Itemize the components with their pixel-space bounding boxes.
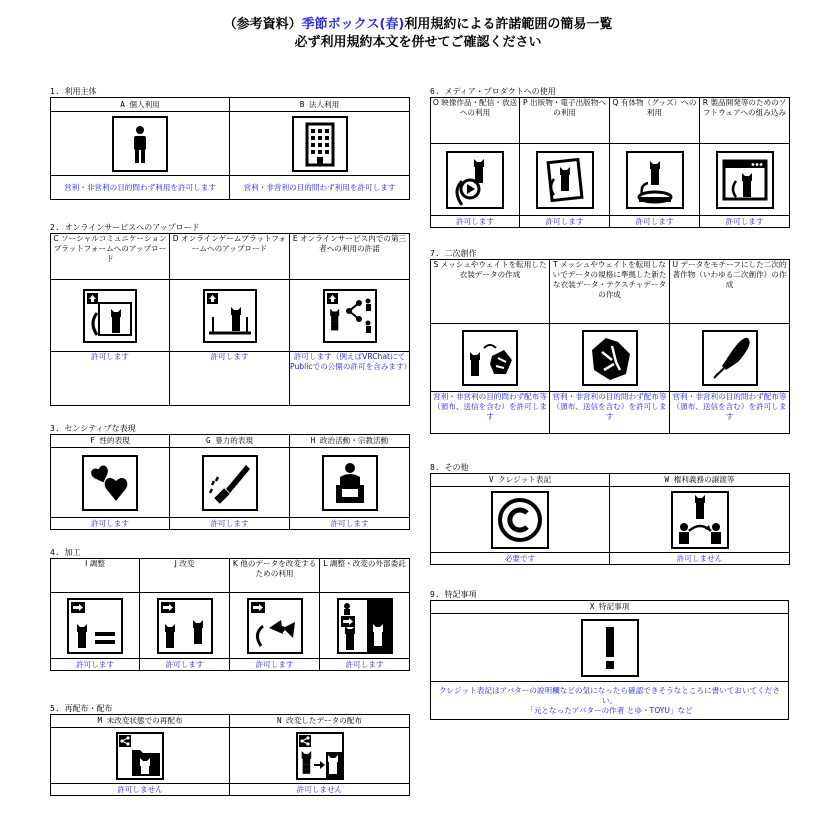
item-icon-cell-f: [51, 448, 170, 518]
item-icon-cell-w: [610, 487, 790, 553]
section-title: 7. 二次創作: [430, 249, 477, 258]
item-permission-a: 営利・非営利の目的問わず利用を許可します: [51, 176, 230, 200]
item-label-a: A 個人利用: [51, 98, 230, 112]
outsource-icon: [337, 598, 393, 654]
item-label-e: E オンラインサービス内での第三者への利用の許諾: [290, 234, 410, 280]
section-sensitive-expression: [50, 423, 410, 530]
item-label-p: P 出版物・電子出版物への利用: [520, 98, 610, 144]
item-label-c: C ソーシャルコミュニケーションプラットフォームへのアップロード: [51, 234, 170, 280]
item-label-f: F 性的表現: [51, 435, 170, 448]
person-icon: [112, 116, 168, 172]
title-accent: 季節ボックス(春): [301, 17, 405, 32]
item-permission-h: 許可します: [290, 518, 410, 530]
section-special-notes: [430, 589, 789, 720]
section-media-product: [430, 86, 790, 228]
podium-icon: [322, 455, 378, 511]
item-permission-n: 許可しません: [230, 784, 410, 796]
item-permission-d: 許可します: [170, 352, 290, 406]
item-permission-b: 営利・非営利の目的問わず利用を許可します: [230, 176, 410, 200]
title-suffix: 利用規約による許諾範囲の簡易一覧: [404, 17, 613, 32]
section-processing: [50, 547, 410, 671]
upload-avatar-icon: [83, 289, 137, 343]
figure-icon: [626, 151, 684, 209]
item-label-w: W 権利義務の譲渡等: [610, 474, 790, 487]
item-icon-cell-g: [170, 448, 290, 518]
item-permission-q: 許可します: [610, 216, 700, 228]
item-label-b: B 法人利用: [230, 98, 410, 112]
item-icon-cell-d: [170, 280, 290, 352]
item-icon-cell-l: [320, 593, 410, 659]
new-costume-icon: [582, 330, 638, 386]
pen-icon: [702, 330, 758, 386]
section-title: 8. その他: [430, 463, 469, 472]
section-derivative-works: [430, 248, 790, 434]
item-label-o: O 映像作品・配信・放送への利用: [431, 98, 520, 144]
section-title: 9. 特記事項: [430, 590, 477, 599]
item-permission-t: 営利・非営利の目的問わず配布等（頒布、送信を含む）を許可します: [550, 392, 670, 434]
item-permission-r: 許可します: [700, 216, 790, 228]
item-icon-cell-v: [431, 487, 610, 553]
item-permission-i: 許可します: [51, 659, 140, 671]
item-permission-o: 許可します: [431, 216, 520, 228]
software-icon: [716, 151, 774, 209]
item-icon-cell-p: [520, 144, 610, 216]
note-line: 「元となったアバターの作者 とゆ・TOYU」など: [526, 705, 693, 715]
item-permission-p: 許可します: [520, 216, 610, 228]
share-people-icon: [323, 289, 377, 343]
item-icon-cell-u: [670, 324, 790, 392]
video-icon: [446, 151, 504, 209]
page-title-line2: 必ず利用規約本文を併せてご確認ください: [294, 35, 542, 50]
building-icon: [292, 116, 348, 172]
item-icon-cell-e: [290, 280, 410, 352]
item-label-k: K 他のデータを改変するための利用: [230, 559, 320, 593]
item-label-d: D オンラインゲームプラットフォームへのアップロード: [170, 234, 290, 280]
item-icon-cell-t: [550, 324, 670, 392]
item-label-q: Q 有体物（グッズ）への利用: [610, 98, 700, 144]
adjust-icon: [67, 598, 123, 654]
item-icon-cell-m: [51, 728, 230, 784]
section-title: 4. 加工: [50, 548, 81, 557]
note-line: クレジット表記はアバターの説明欄などの気になったら確認できそうなところに書いておいてください。: [439, 685, 780, 705]
section-title: 2. オンラインサービスへのアップロード: [50, 223, 200, 232]
item-permission-u: 営利・非営利の目的問わず配布等（頒布、送信を含む）を許可します: [670, 392, 790, 434]
item-label-m: M 未改変状態での再配布: [51, 715, 230, 728]
item-icon-cell-q: [610, 144, 700, 216]
item-icon-cell-i: [51, 593, 140, 659]
item-permission-j: 許可します: [140, 659, 230, 671]
item-icon-cell-x: [431, 614, 789, 682]
item-label-i: I 調整: [51, 559, 140, 593]
item-icon-cell-b: [230, 112, 410, 176]
copyright-icon: [491, 491, 549, 549]
costume-icon: [462, 330, 518, 386]
transfer-icon: [671, 491, 729, 549]
ribbon-icon: [247, 598, 303, 654]
page-title-line1: [0, 13, 836, 32]
item-permission-e: 許可します（例えばVRChatにてPublicでの公開の許可を含みます）: [290, 352, 410, 406]
knife-icon: [202, 455, 258, 511]
publication-icon: [536, 151, 594, 209]
item-label-s: S メッシュやウェイトを転用した衣装データの作成: [431, 260, 550, 324]
section-online-upload: [50, 222, 410, 406]
item-icon-cell-o: [431, 144, 520, 216]
upload-desk-icon: [203, 289, 257, 343]
share-modified-icon: [296, 732, 344, 780]
item-icon-cell-c: [51, 280, 170, 352]
item-permission-s: 営利・非営利の目的問わず配布等（頒布、送信を含む）を許可します: [431, 392, 550, 434]
section-usage-subject: [50, 86, 410, 200]
item-icon-cell-a: [51, 112, 230, 176]
section-other: [430, 462, 790, 565]
section-redistribution: [50, 703, 410, 796]
section-title: 1. 利用主体: [50, 87, 97, 96]
item-label-g: G 暴力的表現: [170, 435, 290, 448]
item-permission-v: 必要です: [431, 553, 610, 565]
item-permission-c: 許可します: [51, 352, 170, 406]
item-icon-cell-j: [140, 593, 230, 659]
item-permission-k: 許可します: [230, 659, 320, 671]
item-label-l: L 調整・改変の外部委託: [320, 559, 410, 593]
section-title: 5. 再配布・配布: [50, 704, 113, 713]
item-icon-cell-h: [290, 448, 410, 518]
item-icon-cell-n: [230, 728, 410, 784]
exclamation-icon: [581, 619, 639, 677]
item-permission-f: 許可します: [51, 518, 170, 530]
share-folder-icon: [116, 732, 164, 780]
title-prefix: （参考資料）: [223, 17, 302, 32]
item-icon-cell-k: [230, 593, 320, 659]
item-permission-w: 許可しません: [610, 553, 790, 565]
item-label-j: J 改変: [140, 559, 230, 593]
item-label-r: R 製品開発等のためのソフトウェアへの組み込み: [700, 98, 790, 144]
item-label-h: H 政治活動・宗教活動: [290, 435, 410, 448]
item-label-n: N 改変したデータの配布: [230, 715, 410, 728]
item-permission-l: 許可します: [320, 659, 410, 671]
item-icon-cell-s: [431, 324, 550, 392]
special-notes-text: [431, 682, 789, 720]
item-label-u: U データをモチーフにした二次的著作物（いわゆる二次創作）の作成: [670, 260, 790, 324]
modify-icon: [157, 598, 213, 654]
item-permission-m: 許可しません: [51, 784, 230, 796]
section-title: 3. センシティブな表現: [50, 424, 136, 433]
item-label-x: X 特記事項: [431, 601, 789, 614]
hearts-icon: [82, 455, 138, 511]
item-label-t: T メッシュやウェイトを転用しないでデータの規格に準拠した新たな衣装データ・テクスチャデータの作成: [550, 260, 670, 324]
section-title: 6. メディア・プロダクトへの使用: [430, 87, 556, 96]
item-label-v: V クレジット表記: [431, 474, 610, 487]
item-permission-g: 許可します: [170, 518, 290, 530]
item-icon-cell-r: [700, 144, 790, 216]
